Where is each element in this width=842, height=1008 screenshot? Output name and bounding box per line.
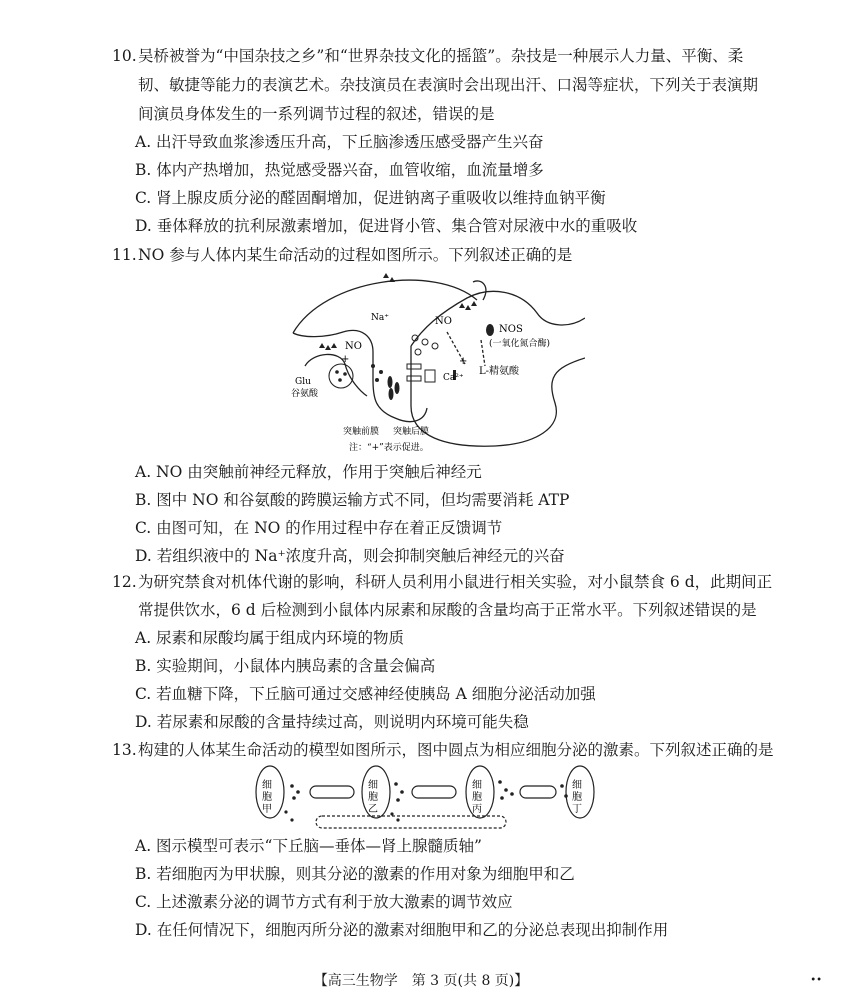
q11-option-d: D. 若组织液中的 Na⁺浓度升高，则会抑制突触后神经元的兴奋 [135,547,565,565]
synapse-diagram [285,268,585,458]
cell-axis-diagram [250,764,595,836]
label-arginine: L-精氨酸 [479,366,520,377]
page-footer: 【高三生物学 第 3 页(共 8 页)】 [313,973,529,989]
q10-number: 10. [112,47,137,65]
q12-stem-line1: 为研究禁食对机体代谢的影响，科研人员利用小鼠进行相关实验，对小鼠禁食 6 d，此期间正 [138,573,773,591]
q13-option-b: B. 若细胞丙为甲状腺，则其分泌的激素的作用对象为细胞甲和乙 [135,865,575,883]
cell-d-label-1: 细胞丁 [569,779,581,815]
label-note: 注：“+”表示促进。 [349,443,429,453]
q10-option-d: D. 垂体释放的抗利尿激素增加，促进肾小管、集合管对尿液中水的重吸收 [135,217,638,235]
cell-b-label-1: 细胞乙 [365,779,377,815]
tube-b-c [412,786,456,798]
q10-option-b: B. 体内产热增加，热觉感受器兴奋，血管收缩，血流量增多 [135,161,544,179]
q10-stem-line3: 间演员身体发生的一系列调节过程的叙述，错误的是 [138,105,495,123]
q11-option-a: A. NO 由突触前神经元释放，作用于突触后神经元 [135,463,482,481]
label-presynaptic: 突触前膜 [343,427,380,437]
q12-number: 12. [112,573,137,591]
q11-option-c: C. 由图可知，在 NO 的作用过程中存在着正反馈调节 [135,519,503,537]
q13-option-a: A. 图示模型可表示“下丘脑—垂体—肾上腺髓质轴” [135,837,482,855]
q13-option-d: D. 在任何情况下，细胞丙所分泌的激素对细胞甲和乙的分泌总表现出抑制作用 [135,921,669,939]
q12-option-c: C. 若血糖下降，下丘脑可通过交感神经使胰岛 A 细胞分泌活动加强 [135,685,596,703]
label-glu: Glu [295,377,311,387]
q10-stem-line1: 吴桥被誉为“中国杂技之乡”和“世界杂技文化的摇篮”。杂技是一种展示人力量、平衡、柔 [138,47,744,65]
label-ca: Ca²⁺ [443,373,464,383]
q12-option-a: A. 尿素和尿酸均属于组成内环境的物质 [135,629,405,647]
label-glu-cn: 谷氨酸 [291,389,319,399]
label-plus-left: + [341,354,350,365]
label-nos: NOS [499,324,523,335]
q11-stem-line1: NO 参与人体内某生命活动的过程如图所示。下列叙述正确的是 [138,246,573,264]
q12-option-d: D. 若尿素和尿酸的含量持续过高，则说明内环境可能失稳 [135,713,529,731]
q13-option-c: C. 上述激素分泌的调节方式有利于放大激素的调节效应 [135,893,513,911]
label-plus-right: + [459,356,468,367]
q12-stem-line2: 常提供饮水，6 d 后检测到小鼠体内尿素和尿酸的含量均高于正常水平。下列叙述错误的是 [138,601,757,619]
q11-option-b: B. 图中 NO 和谷氨酸的跨膜运输方式不同，但均需要消耗 ATP [135,491,570,509]
corner-mark: •• [810,975,822,986]
tube-a-b [310,786,354,798]
cell-c-label-1: 细胞丙 [469,779,481,815]
q10-stem-line2: 韧、敏捷等能力的表演艺术。杂技演员在表演时会出现出汗、口渴等症状，下列关于表演期 [138,76,759,94]
label-nos-full: (一氧化氮合酶) [489,339,551,349]
q13-stem-line1: 构建的人体某生命活动的模型如图所示，图中圆点为相应细胞分泌的激素。下列叙述正确的是 [138,741,774,759]
tube-c-d [520,786,556,798]
label-na: Na⁺ [371,313,389,323]
q11-number: 11. [112,246,137,264]
cell-a-label-1: 细胞甲 [259,779,271,815]
label-no-left: NO [345,341,362,352]
q13-number: 13. [112,741,137,759]
label-no-right: NO [435,316,452,327]
label-postsynaptic: 突触后膜 [393,427,430,437]
q10-option-a: A. 出汗导致血浆渗透压升高，下丘脑渗透压感受器产生兴奋 [135,133,544,151]
q12-option-b: B. 实验期间，小鼠体内胰岛素的含量会偏高 [135,657,436,675]
q10-option-c: C. 肾上腺皮质分泌的醛固酮增加，促进钠离子重吸收以维持血钠平衡 [135,189,606,207]
